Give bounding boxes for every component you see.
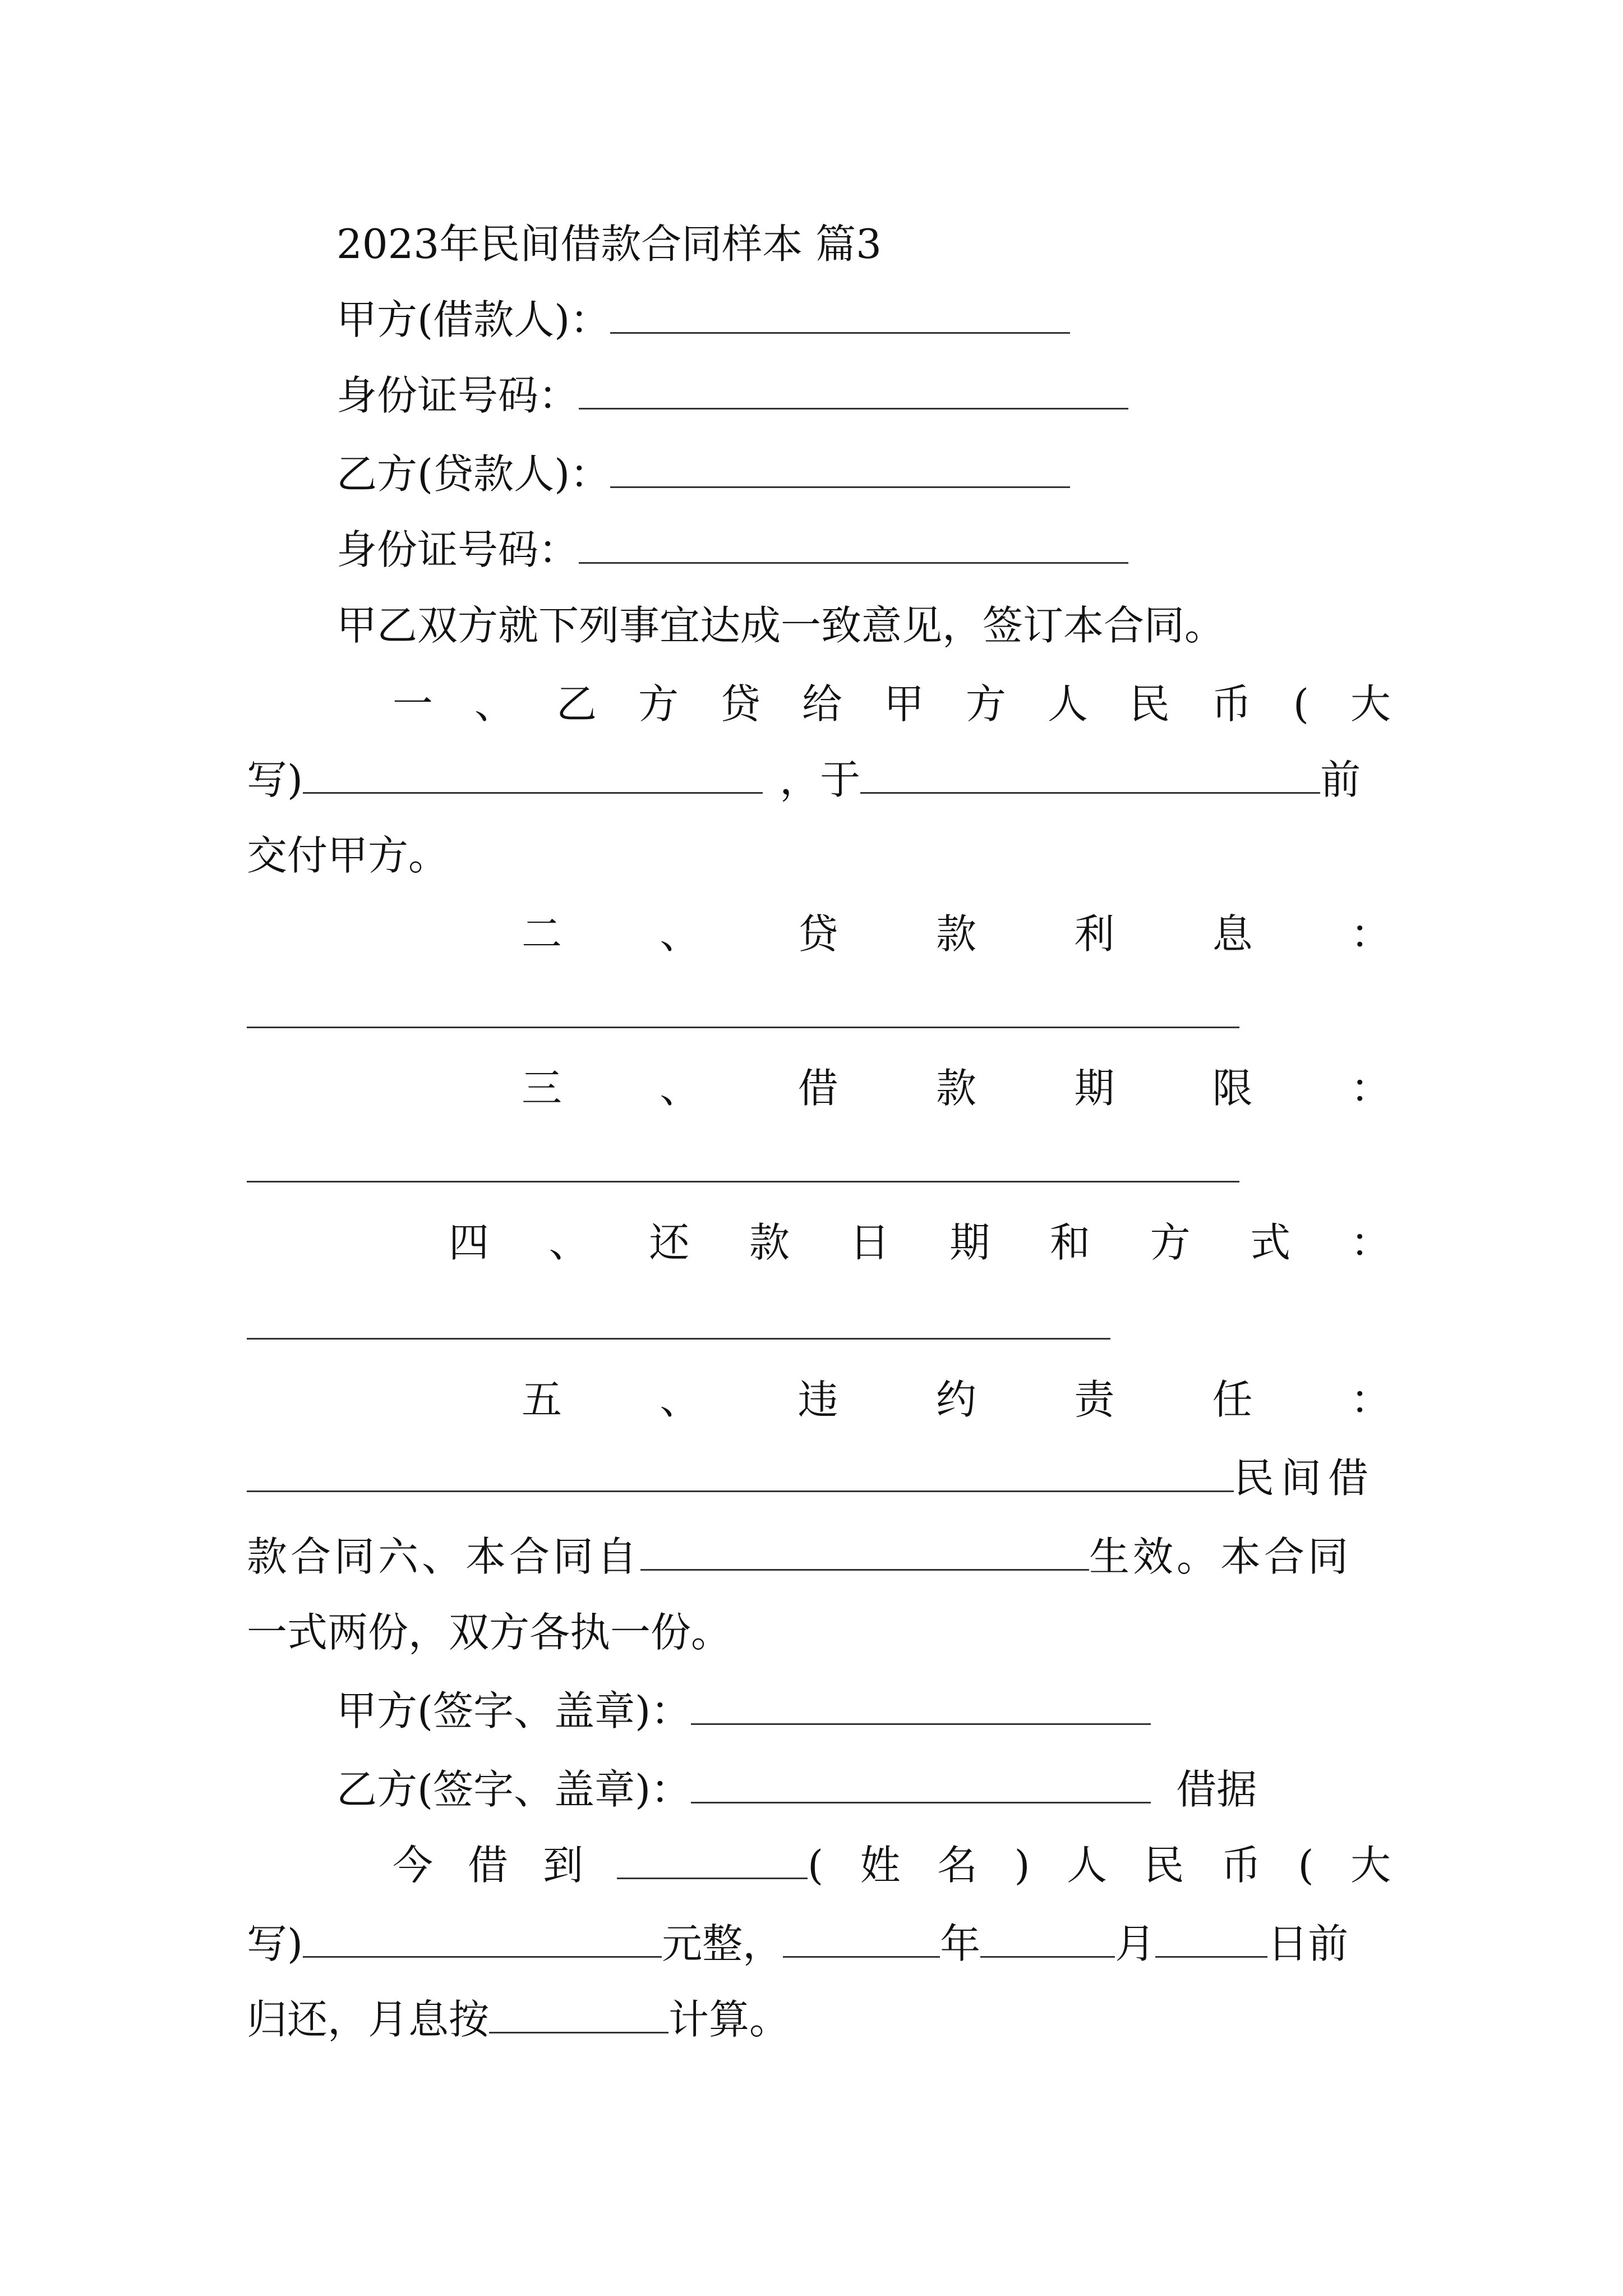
receipt-char: 到 <box>542 1842 583 1889</box>
clause4-char: 日 <box>849 1219 890 1266</box>
clause1-char: ( <box>1293 680 1309 728</box>
clause2-heading <box>522 903 1391 965</box>
title-text: 2023年民间借款合同样本 篇3 <box>336 220 882 268</box>
party-b-label: 乙方(贷款人)： <box>336 450 611 498</box>
clause1-line2-mid: ，于 <box>780 756 861 803</box>
receipt-day-label: 日前 <box>1267 1920 1349 1967</box>
receipt-day-blank[interactable] <box>1155 1916 1267 1958</box>
receipt-month-label: 月 <box>1115 1920 1156 1967</box>
sign-a-blank[interactable] <box>691 1683 1151 1725</box>
sign-b-row <box>336 1759 1481 1820</box>
sign-a-label: 甲方(签字、盖章)： <box>336 1687 691 1734</box>
clause1-char: 方 <box>965 680 1006 728</box>
effective-date-blank[interactable] <box>640 1529 1089 1571</box>
receipt-char: 民 <box>1144 1842 1184 1889</box>
clause4-char: 款 <box>749 1219 790 1266</box>
clause5-line2-end: 民间借 <box>1234 1455 1376 1502</box>
clause2-char: 利 <box>1074 910 1115 958</box>
clause1-line3-text: 交付甲方。 <box>247 832 449 879</box>
receipt-line1-suffix <box>808 1834 1391 1896</box>
party-a-blank[interactable] <box>610 292 1070 334</box>
intro-row <box>336 595 1481 656</box>
receipt-amount-blank[interactable] <box>303 1916 662 1958</box>
receipt-line3-start: 归还，月息按 <box>247 1996 490 2043</box>
clause5-char: 任 <box>1212 1376 1253 1423</box>
lender-name-blank[interactable] <box>617 1837 808 1879</box>
party-b-id-blank[interactable] <box>579 522 1128 564</box>
clause1-char: 币 <box>1211 680 1252 728</box>
clause3-char: 限 <box>1212 1065 1253 1112</box>
receipt-char: 姓 <box>860 1842 901 1889</box>
receipt-line2 <box>247 1913 1391 1975</box>
receipt-line3 <box>247 1989 1391 2050</box>
liability-blank[interactable] <box>247 1450 1234 1492</box>
clause1-char: 甲 <box>883 680 924 728</box>
clause1-char: 大 <box>1350 680 1391 728</box>
receipt-line1 <box>393 1834 1391 1896</box>
clause1-heading <box>393 673 1391 735</box>
clause1-line2-end: 前 <box>1320 756 1361 803</box>
clause5-line4-text: 一式两份，双方各执一份。 <box>247 1609 732 1656</box>
clause1-char: 贷 <box>720 680 760 728</box>
clause5-char: 约 <box>935 1376 976 1423</box>
sign-b-blank[interactable] <box>691 1761 1151 1803</box>
receipt-yuan-label: 元整， <box>662 1920 783 1967</box>
party-a-id-label: 身份证号码： <box>336 372 579 419</box>
party-b-id-row <box>336 519 1481 581</box>
receipt-char: ) <box>1014 1842 1030 1889</box>
clause1-char: 乙 <box>556 680 597 728</box>
clause4-char: 和 <box>1049 1219 1090 1266</box>
clause2-char: 款 <box>935 910 976 958</box>
clause5-line3-end: 生效。本合同 <box>1089 1533 1352 1580</box>
interest-rate-blank[interactable] <box>489 1991 668 2033</box>
receipt-char: ( <box>808 1842 824 1889</box>
receipt-line3-end: 计算。 <box>668 1996 790 2043</box>
clause2-char: 二 <box>522 910 562 958</box>
clause1-char: 方 <box>638 680 679 728</box>
interest-blank[interactable] <box>247 1027 1239 1028</box>
receipt-year-label: 年 <box>940 1920 981 1967</box>
clause4-char: 四 <box>449 1219 490 1266</box>
clause1-char: 一 <box>393 680 434 728</box>
clause3-char: 款 <box>935 1065 976 1112</box>
clause3-char: 三 <box>522 1065 562 1112</box>
clause1-line2 <box>247 749 1391 811</box>
clause5-line3-start: 款合同六、本合同自 <box>247 1533 641 1580</box>
party-b-id-label: 身份证号码： <box>336 526 579 573</box>
clause5-heading <box>522 1369 1391 1430</box>
party-a-id-blank[interactable] <box>579 367 1128 409</box>
receipt-char: 人 <box>1067 1842 1108 1889</box>
amount-uppercase-blank[interactable] <box>303 752 763 794</box>
payment-date-blank[interactable] <box>860 752 1320 794</box>
clause4-char: 还 <box>649 1219 690 1266</box>
clause5-line4 <box>247 1602 1391 1663</box>
receipt-line1-prefix <box>393 1834 583 1896</box>
clause2-char: 、 <box>660 910 700 958</box>
receipt-char: 大 <box>1350 1842 1391 1889</box>
party-b-blank[interactable] <box>610 446 1070 488</box>
document-title <box>336 213 1481 275</box>
clause4-char: 式 <box>1250 1219 1291 1266</box>
clause2-char: 贷 <box>797 910 838 958</box>
clause3-heading <box>522 1057 1391 1119</box>
party-a-row <box>336 289 1481 351</box>
clause5-char: 五 <box>522 1376 562 1423</box>
clause4-char: 期 <box>949 1219 990 1266</box>
clause1-line2-start: 写) <box>247 756 303 803</box>
intro-text: 甲乙双方就下列事宜达成一致意见，签订本合同。 <box>336 602 1225 649</box>
clause5-char: 责 <box>1074 1376 1115 1423</box>
clause2-char: ： <box>1350 910 1391 958</box>
receipt-char: 借 <box>467 1842 508 1889</box>
clause4-char: 、 <box>548 1219 589 1266</box>
clause1-char: 给 <box>801 680 842 728</box>
receipt-char: 币 <box>1220 1842 1261 1889</box>
receipt-year-blank[interactable] <box>783 1916 940 1958</box>
clause3-char: 、 <box>660 1065 700 1112</box>
receipt-month-blank[interactable] <box>980 1916 1115 1958</box>
receipt-line2-start: 写) <box>247 1920 303 1967</box>
clause1-char: 、 <box>474 680 515 728</box>
clause3-char: ： <box>1350 1065 1391 1112</box>
clause5-line3 <box>247 1526 1391 1588</box>
clause5-line2 <box>247 1447 1391 1509</box>
clause2-char: 息 <box>1212 910 1253 958</box>
clause4-char: 方 <box>1150 1219 1191 1266</box>
clause1-char: 人 <box>1047 680 1088 728</box>
loan-term-blank[interactable] <box>247 1181 1239 1182</box>
party-a-id-row <box>336 365 1481 426</box>
receipt-heading: 借据 <box>1176 1766 1257 1813</box>
receipt-char: 今 <box>393 1842 434 1889</box>
clause5-char: 违 <box>797 1376 838 1423</box>
party-b-row <box>336 443 1481 505</box>
receipt-char: 名 <box>937 1842 978 1889</box>
clause3-char: 借 <box>797 1065 838 1112</box>
repayment-blank[interactable] <box>247 1338 1110 1340</box>
clause4-char: ： <box>1350 1219 1391 1266</box>
clause5-char: 、 <box>660 1376 700 1423</box>
party-a-label: 甲方(借款人)： <box>336 296 611 343</box>
sign-b-label: 乙方(签字、盖章)： <box>336 1766 691 1813</box>
sign-a-row <box>336 1680 1481 1742</box>
clause4-heading <box>449 1212 1391 1273</box>
clause1-char: 民 <box>1129 680 1170 728</box>
clause1-line3 <box>247 825 1391 886</box>
receipt-char: ( <box>1298 1842 1314 1889</box>
clause3-char: 期 <box>1074 1065 1115 1112</box>
clause5-char: ： <box>1350 1376 1391 1423</box>
